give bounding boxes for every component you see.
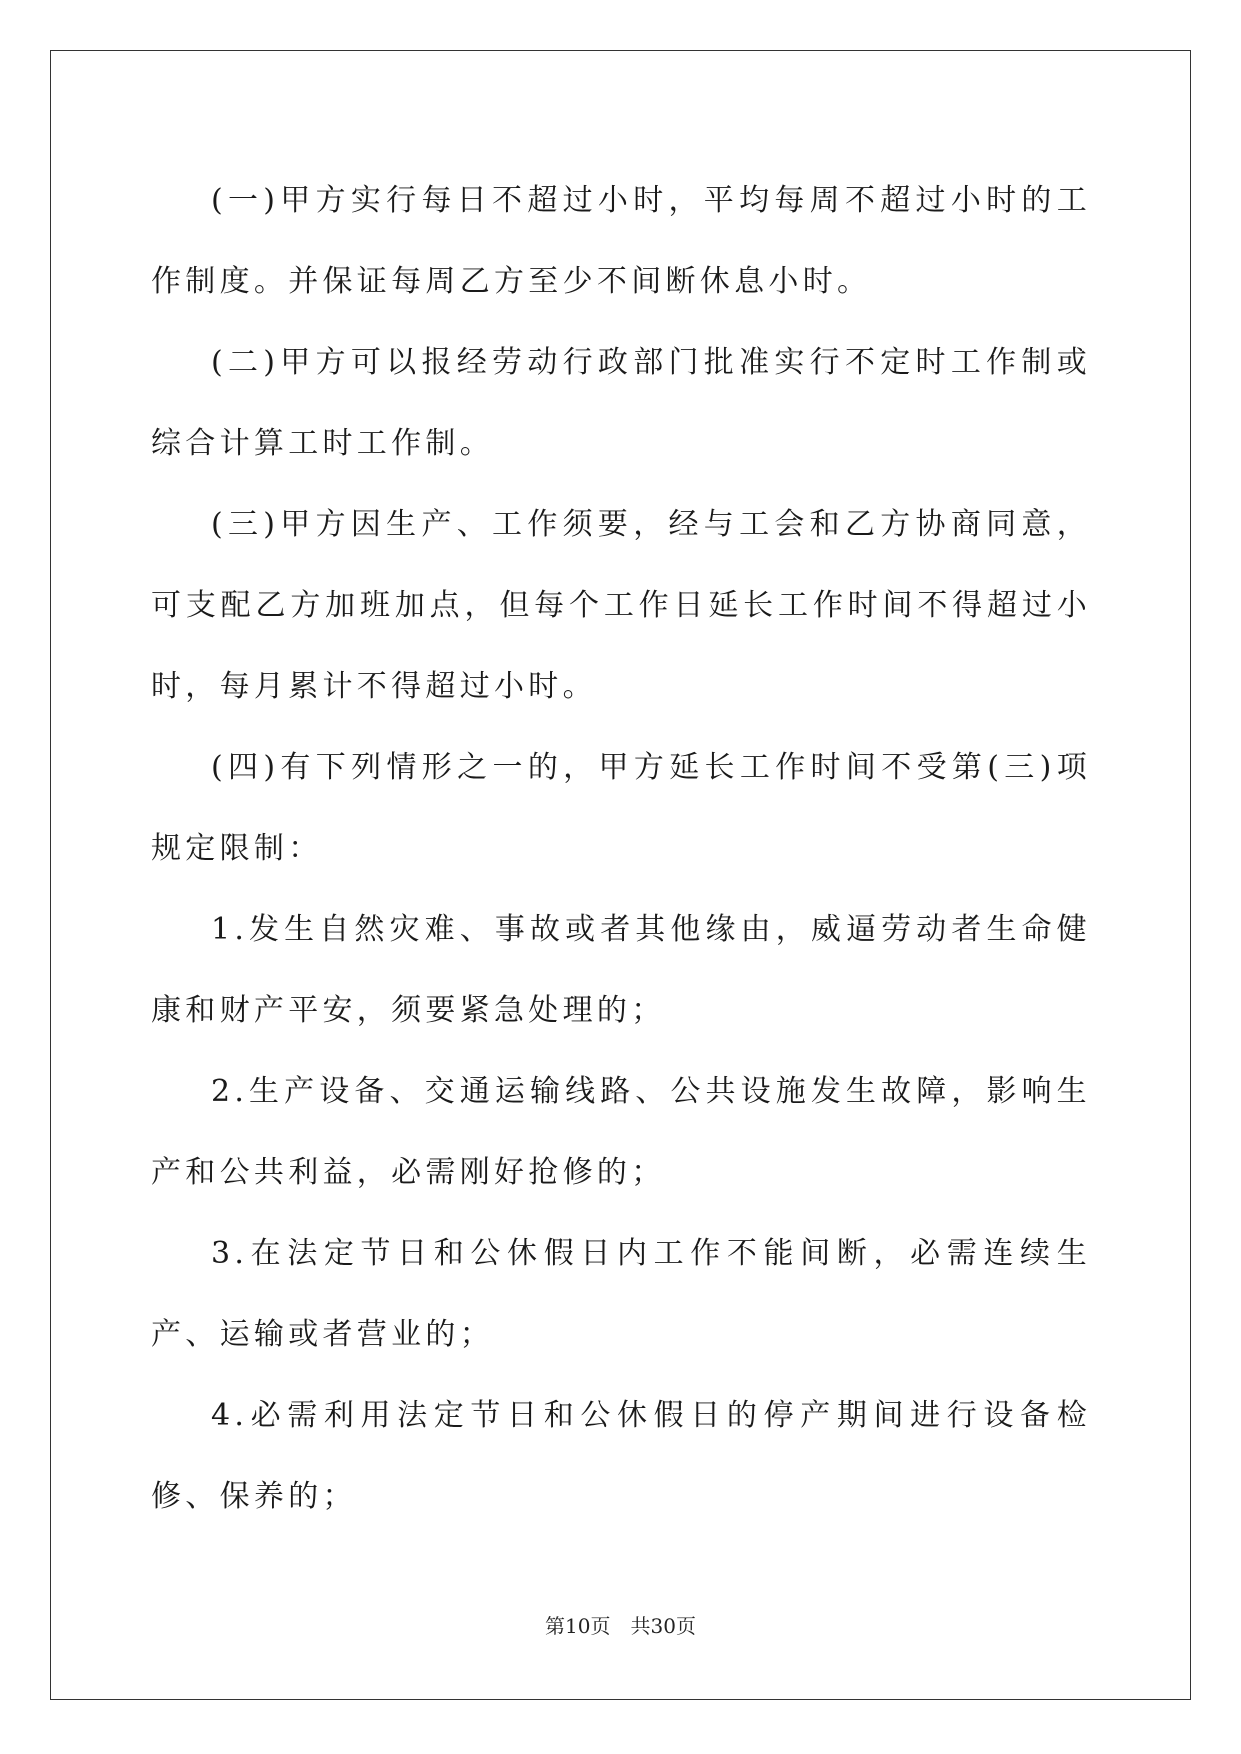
paragraph-2: (二)甲方可以报经劳动行政部门批准实行不定时工作制或综合计算工时工作制。 — [151, 345, 1091, 461]
page-total: 共30页 — [630, 1614, 696, 1638]
page-number: 第10页 — [545, 1614, 611, 1638]
document-body — [151, 160, 1091, 1537]
page-footer — [0, 1610, 1241, 1639]
list-item-2: 2.生产设备、交通运输线路、公共设施发生故障，影响生产和公共利益，必需刚好抢修的； — [151, 1074, 1091, 1190]
list-item-4: 4.必需利用法定节日和公休假日的停产期间进行设备检修、保养的； — [151, 1398, 1091, 1514]
paragraph-3: (三)甲方因生产、工作须要，经与工会和乙方协商同意，可支配乙方加班加点，但每个工作日延长工作时间不得超过小时，每月累计不得超过小时。 — [151, 507, 1091, 704]
paragraph-4: (四)有下列情形之一的，甲方延长工作时间不受第(三)项规定限制： — [151, 750, 1091, 866]
list-item-1: 1.发生自然灾难、事故或者其他缘由，威逼劳动者生命健康和财产平安，须要紧急处理的； — [151, 912, 1091, 1028]
paragraph-1: (一)甲方实行每日不超过小时，平均每周不超过小时的工作制度。并保证每周乙方至少不间断休息小时。 — [151, 183, 1091, 299]
list-item-3: 3.在法定节日和公休假日内工作不能间断，必需连续生产、运输或者营业的； — [151, 1236, 1091, 1352]
